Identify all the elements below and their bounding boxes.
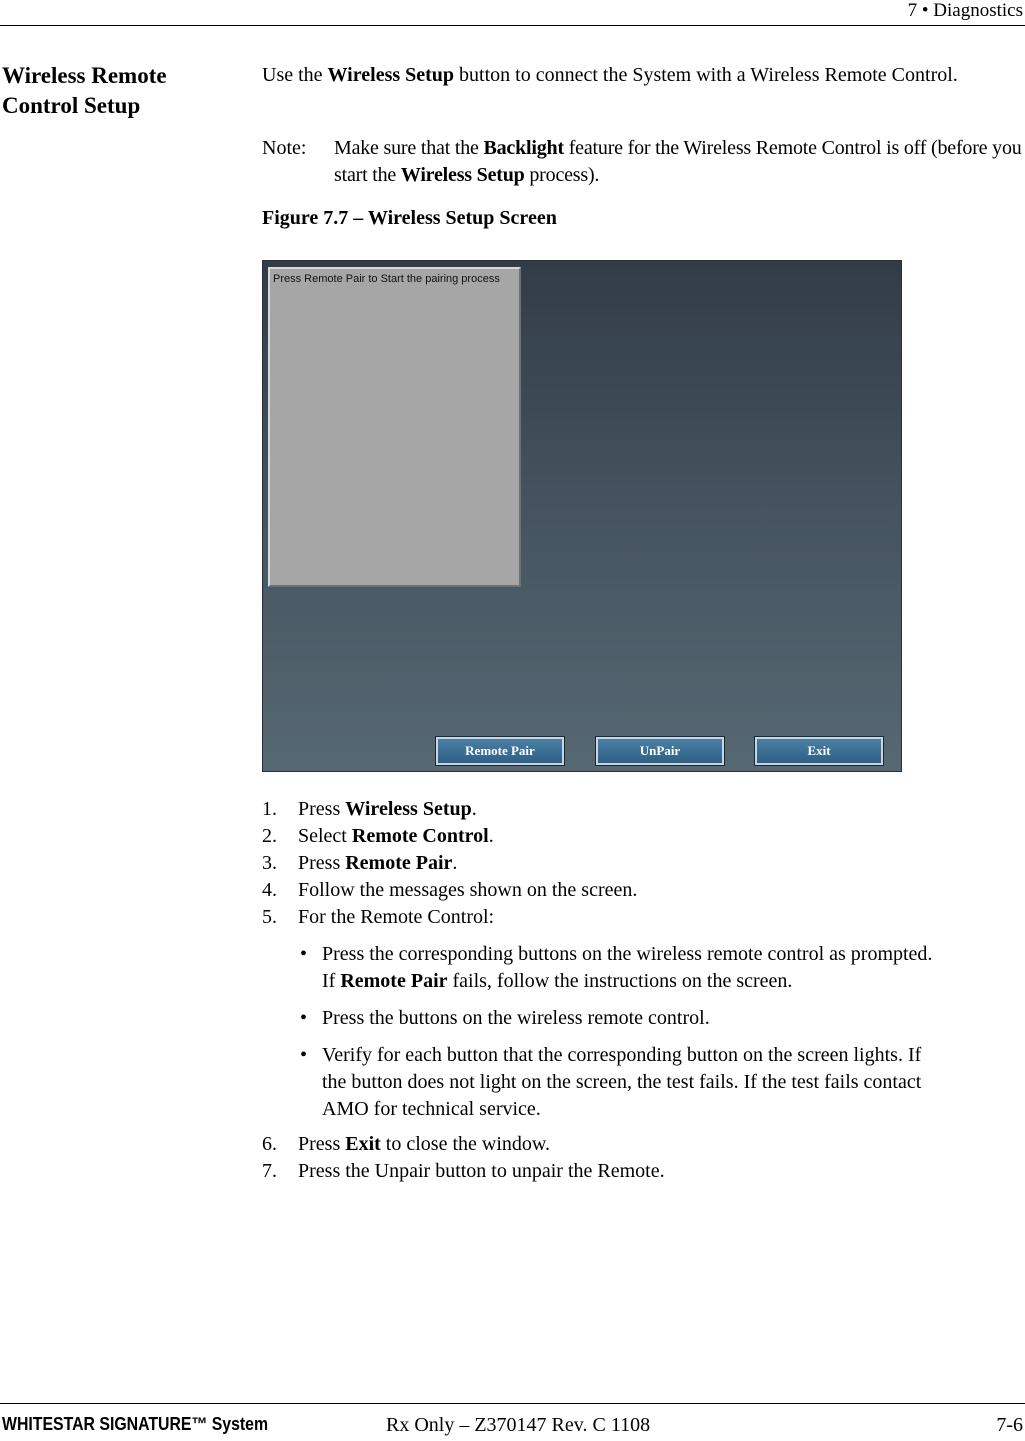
step-number: 3. xyxy=(262,852,277,874)
step-number: 6. xyxy=(262,1133,277,1155)
step-number: 2. xyxy=(262,825,277,847)
note-part: process). xyxy=(524,164,600,186)
step-bold: Wireless Setup xyxy=(345,798,472,820)
step-text-end: . xyxy=(471,798,477,820)
bullet-text: If xyxy=(322,970,341,992)
footer-product: WHITESTAR SIGNATURE™ System xyxy=(2,1414,269,1434)
section-heading xyxy=(2,61,232,121)
unpair-button[interactable]: UnPair xyxy=(596,737,724,765)
intro-text: Use the xyxy=(262,64,328,86)
header-rule xyxy=(0,25,1025,26)
bullet-text: Press the buttons on the wireless remote control. xyxy=(322,1007,710,1029)
step-text-end: . xyxy=(488,825,494,847)
note-bold: Wireless Setup xyxy=(400,164,525,186)
step-text: For the Remote Control: xyxy=(298,906,495,928)
step-bold: Exit xyxy=(345,1133,381,1155)
remote-pair-button[interactable]: Remote Pair xyxy=(436,737,564,765)
footer-doc-number: Rx Only – Z370147 Rev. C 1108 xyxy=(386,1414,651,1436)
step-text: Press xyxy=(298,798,346,820)
step-text: Press xyxy=(298,1133,346,1155)
wireless-setup-screen xyxy=(262,260,902,772)
note-label: Note: xyxy=(262,137,307,159)
bullet-dot-icon: • xyxy=(300,1007,308,1029)
note-text xyxy=(334,135,1024,189)
step-bold: Remote Control xyxy=(351,825,489,847)
step-number: 5. xyxy=(262,906,277,928)
bullet-text: Press the corresponding buttons on the wireless remote control as prompted. xyxy=(322,943,933,965)
bullet-dot-icon: • xyxy=(300,943,308,965)
exit-button[interactable]: Exit xyxy=(755,737,883,765)
step-number: 7. xyxy=(262,1160,277,1182)
step-text: Select xyxy=(298,825,352,847)
step-bold: Remote Pair xyxy=(345,852,453,874)
message-panel xyxy=(268,267,521,587)
section-heading-line-2: Control Setup xyxy=(2,93,141,118)
bullet-bold: Remote Pair xyxy=(340,970,448,992)
note-part: Make sure that the xyxy=(334,137,484,159)
step-text: Press the Unpair button to unpair the Remote. xyxy=(298,1160,665,1182)
step-text: Press xyxy=(298,852,346,874)
intro-bold: Wireless Setup xyxy=(327,64,455,86)
bullet-text: AMO for technical service. xyxy=(322,1098,541,1120)
bullet-text: fails, follow the instructions on the screen. xyxy=(447,970,793,992)
step-number: 1. xyxy=(262,798,277,820)
figure-caption: Figure 7.7 – Wireless Setup Screen xyxy=(262,207,557,229)
intro-paragraph xyxy=(262,62,1012,89)
note-bold: Backlight xyxy=(483,137,564,159)
step-text: Follow the messages shown on the screen. xyxy=(298,879,638,901)
section-heading-line-1: Wireless Remote xyxy=(2,63,167,88)
step-text-end: . xyxy=(452,852,458,874)
panel-message: Press Remote Pair to Start the pairing process xyxy=(273,273,500,285)
bullet-dot-icon: • xyxy=(300,1044,308,1066)
footer-rule xyxy=(0,1403,1025,1404)
note-part: feature for the Wireless Remote Control is off (before you start the xyxy=(334,137,1022,186)
step-text-end: to close the window. xyxy=(380,1133,551,1155)
page-number: 7-6 xyxy=(996,1414,1023,1436)
intro-text-end: button to connect the System with a Wireless Remote Control. xyxy=(454,64,958,86)
running-header: 7 • Diagnostics xyxy=(907,0,1023,21)
step-number: 4. xyxy=(262,879,277,901)
bullet-text: Verify for each button that the corresponding button on the screen lights. If xyxy=(322,1044,922,1066)
bullet-text: the button does not light on the screen, the test fails. If the test fails contact xyxy=(322,1071,922,1093)
